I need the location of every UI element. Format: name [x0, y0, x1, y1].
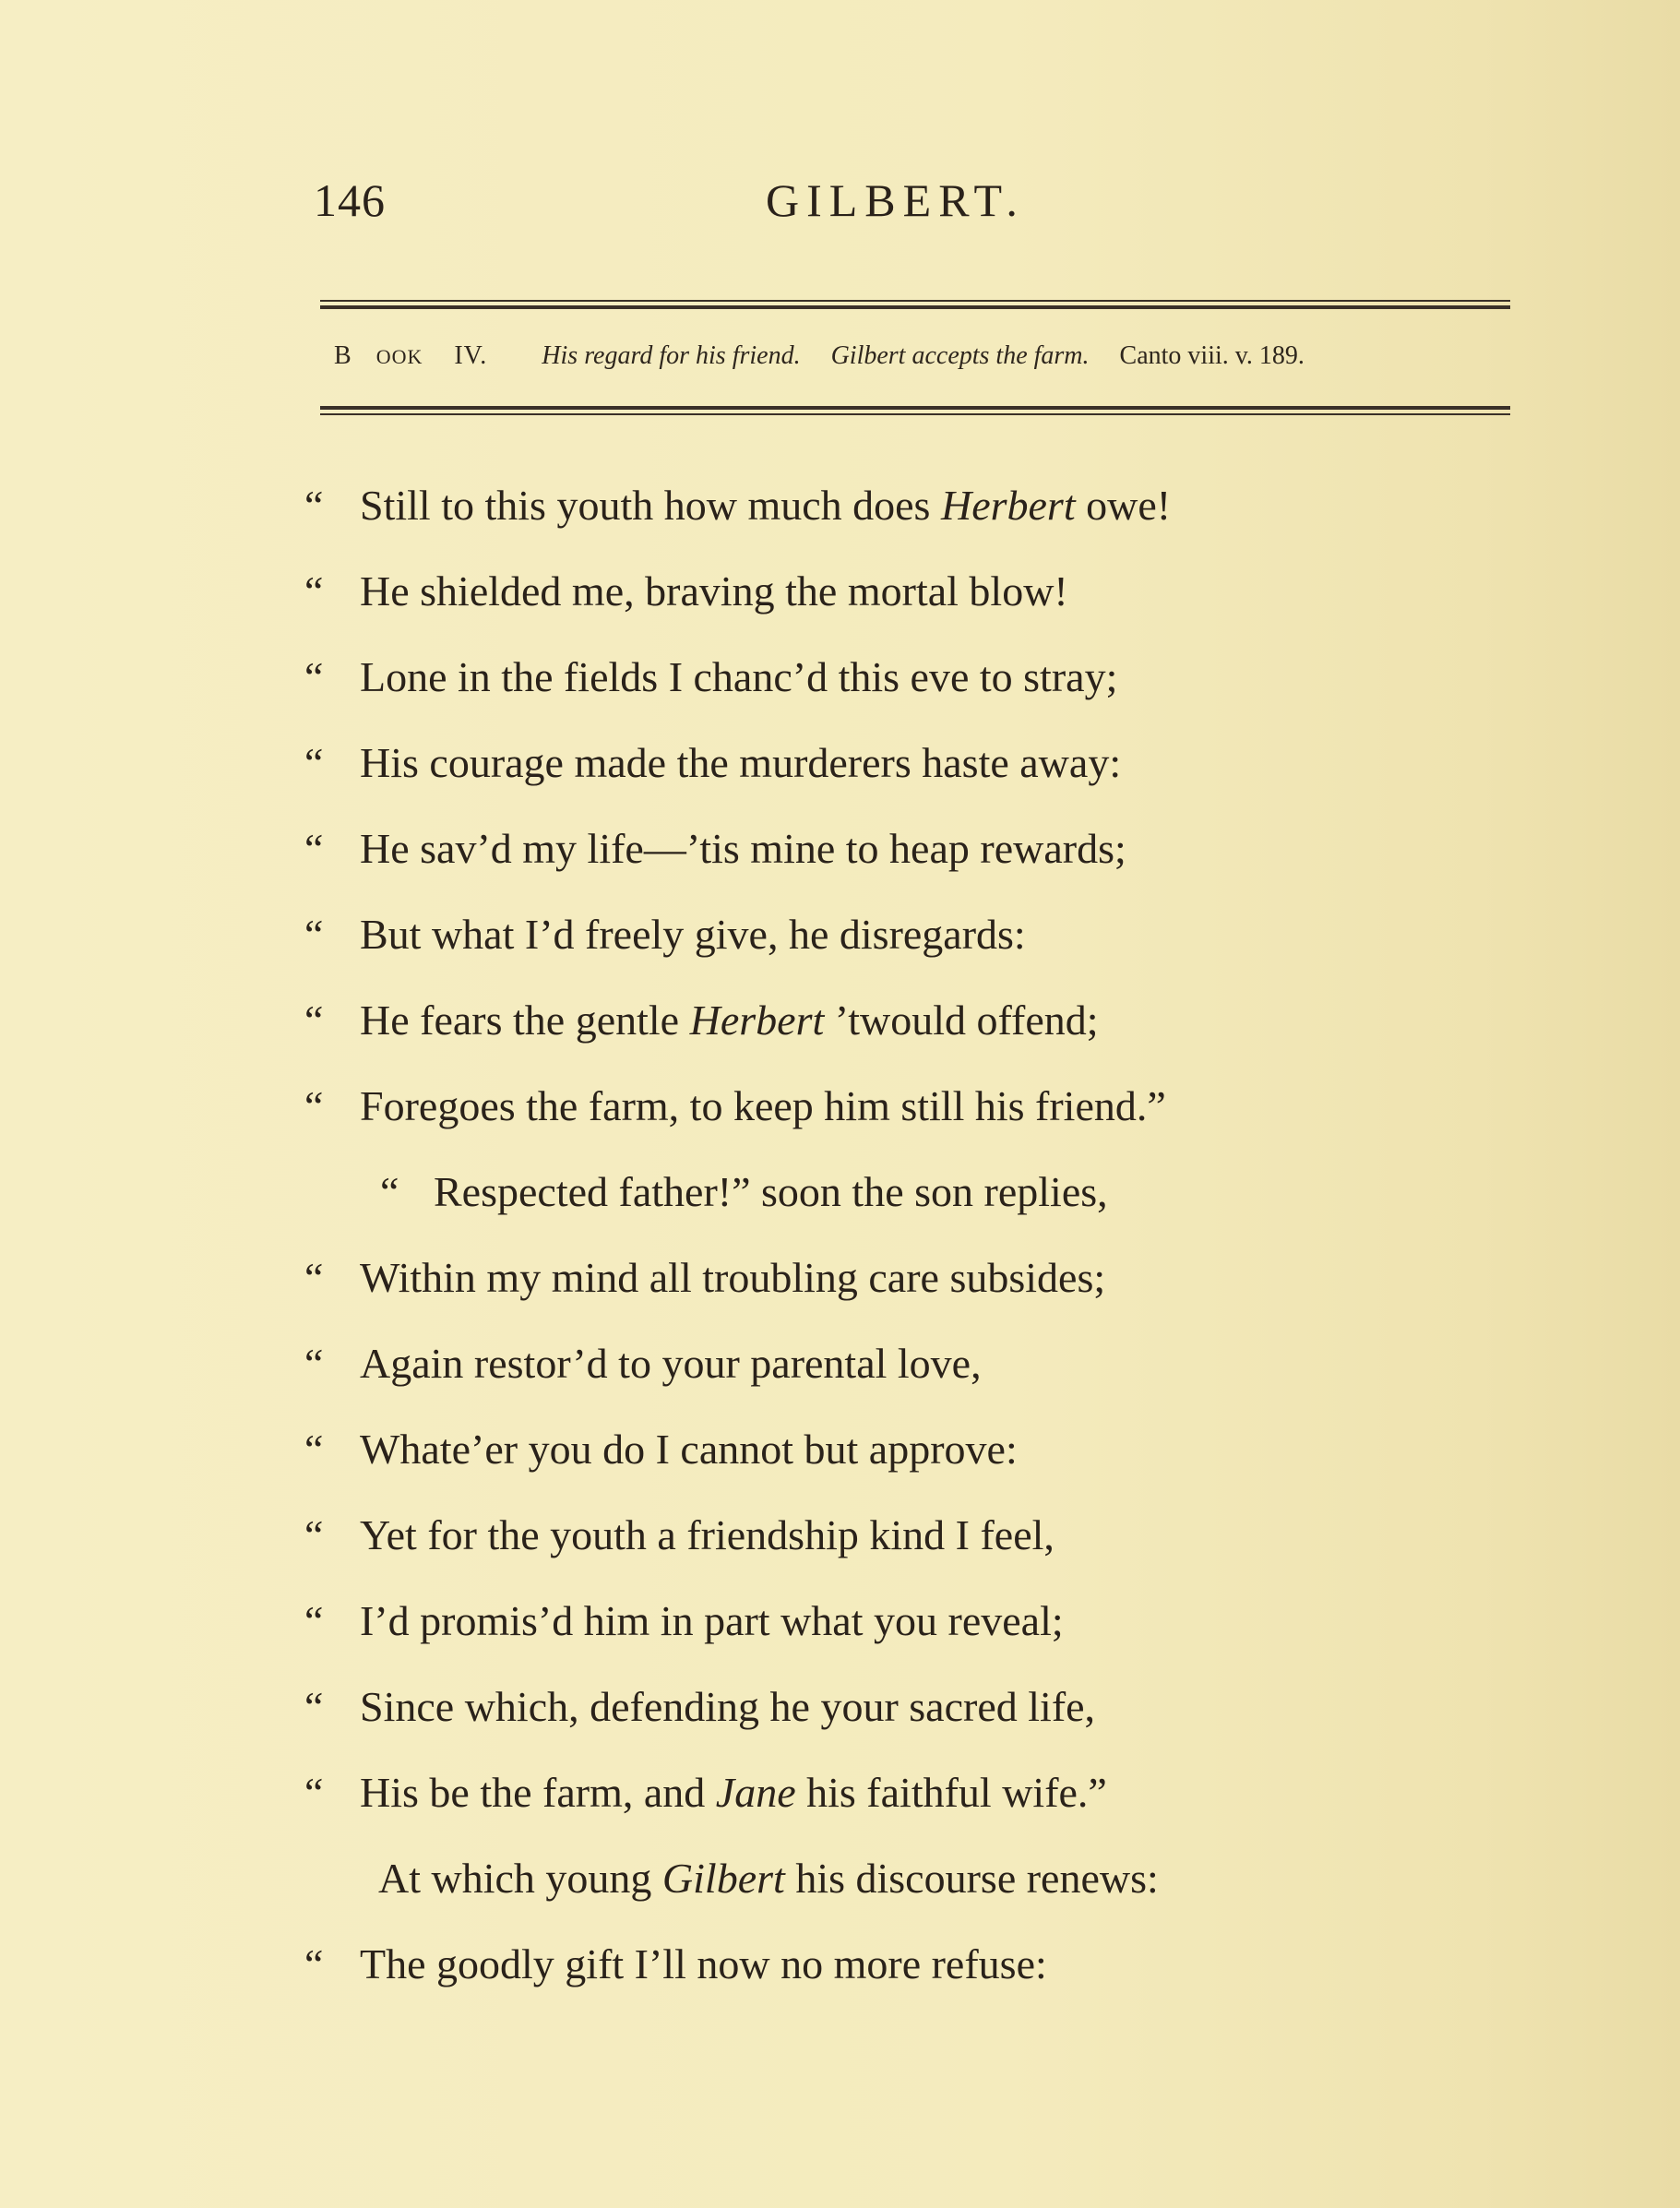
topic-accepts: Gilbert accepts the farm.	[830, 341, 1090, 370]
poem-line-8: “ Foregoes the farm, to keep him still his friend.”	[304, 1082, 1166, 1129]
poem-line-11: “ Again restor’d to your parental love,	[304, 1340, 982, 1387]
poem-line-4: “ His courage made the murderers haste away:	[304, 739, 1122, 786]
poem-line-6: “ But what I’d freely give, he disregards:	[304, 911, 1026, 958]
poem-line-16: “ His be the farm, and Jane his faithful wife.”	[304, 1769, 1107, 1816]
poem-line-18: “ The goodly gift I’ll now no more refuse:	[304, 1940, 1047, 1987]
poem-line-12: “ Whate’er you do I cannot but approve:	[304, 1426, 1018, 1473]
poem-line-1: “ Still to this youth how much does Herbert owe!	[304, 482, 1172, 529]
canto-reference: Canto viii. v. 189.	[1119, 341, 1305, 370]
poem-line-7: “ He fears the gentle Herbert ’twould offend;	[304, 997, 1099, 1044]
poem-line-17: At which young Gilbert his discourse renews:	[378, 1855, 1159, 1902]
poem-line-13: “ Yet for the youth a friendship kind I feel,	[304, 1511, 1054, 1558]
page-header	[314, 173, 1513, 238]
top-double-rule	[320, 300, 1510, 309]
running-title: GILBERT.	[766, 174, 1025, 226]
poem-line-3: “ Lone in the fields I chanc’d this eve to stray;	[304, 653, 1118, 700]
poem-line-9: “ Respected father!” soon the son replies,	[380, 1168, 1108, 1215]
poem-line-5: “ He sav’d my life—’tis mine to heap rewards;	[304, 825, 1126, 872]
poem-line-15: “ Since which, defending he your sacred life,	[304, 1683, 1096, 1730]
topic-regard: His regard for his friend.	[542, 341, 801, 370]
poem-line-14: “ I’d promis’d him in part what you reveal;	[304, 1597, 1064, 1644]
bottom-double-rule	[320, 406, 1510, 415]
section-subheading	[334, 341, 1515, 371]
poem-line-2: “ He shielded me, braving the mortal blow!	[304, 567, 1068, 615]
poem-body	[304, 478, 1596, 2023]
book-label: B OOK IV.	[334, 341, 488, 370]
poem-line-10: “ Within my mind all troubling care subsides;	[304, 1254, 1106, 1301]
page-number: 146	[314, 174, 386, 226]
